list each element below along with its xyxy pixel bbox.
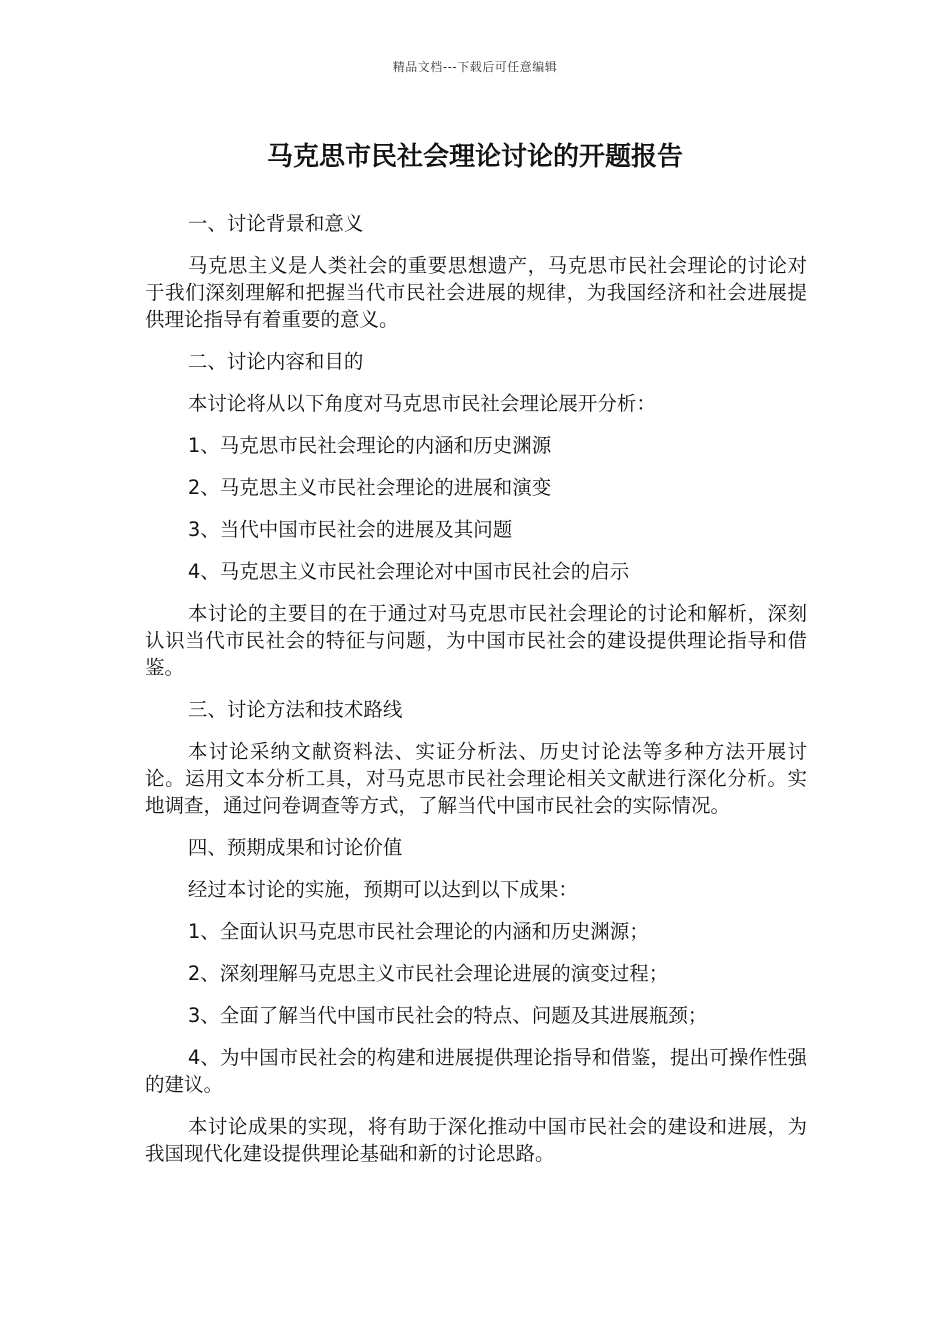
list-item-content-4: 4、马克思主义市民社会理论对中国市民社会的启示 bbox=[187, 560, 630, 583]
list-item-results-1: 1、全面认识马克思市民社会理论的内涵和历史渊源； bbox=[187, 920, 649, 943]
page-title: 马克思市民社会理论讨论的开题报告 bbox=[266, 142, 683, 172]
section-heading-results: 四、预期成果和讨论价值 bbox=[187, 836, 403, 859]
list-item-results-4: 4、为中国市民社会的构建和进展提供理论指导和借鉴，提出可操作性强的建议。 bbox=[145, 1046, 807, 1096]
paragraph-results-intro: 经过本讨论的实施，预期可以达到以下成果： bbox=[187, 878, 578, 901]
section-heading-method: 三、讨论方法和技术路线 bbox=[187, 698, 403, 721]
list-item-content-3: 3、当代中国市民社会的进展及其问题 bbox=[187, 518, 513, 541]
paragraph-content-intro: 本讨论将从以下角度对马克思市民社会理论展开分析： bbox=[187, 392, 656, 415]
list-item-results-2: 2、深刻理解马克思主义市民社会理论进展的演变过程； bbox=[187, 962, 669, 985]
list-item-content-1: 1、马克思市民社会理论的内涵和历史渊源 bbox=[187, 434, 552, 457]
paragraph-method: 本讨论采纳文献资料法、实证分析法、历史讨论法等多种方法开展讨论。运用文本分析工具，对马克思市民社会理论相关文献进行深化分析。实地调查，通过问卷调查等方式，了解当代中国市民社会的实际情况。 bbox=[145, 740, 807, 817]
paragraph-background: 马克思主义是人类社会的重要思想遗产，马克思市民社会理论的讨论对于我们深刻理解和把握当代市民社会进展的规律，为我国经济和社会进展提供理论指导有着重要的意义。 bbox=[145, 254, 807, 331]
paragraph-conclusion: 本讨论成果的实现，将有助于深化推动中国市民社会的建设和进展，为我国现代化建设提供理论基础和新的讨论思路。 bbox=[145, 1115, 807, 1165]
section-heading-content: 二、讨论内容和目的 bbox=[187, 350, 364, 373]
header-note: 精品文档---下载后可任意编辑 bbox=[392, 60, 558, 74]
list-item-results-3: 3、全面了解当代中国市民社会的特点、问题及其进展瓶颈； bbox=[187, 1004, 708, 1027]
document-body bbox=[145, 210, 807, 1182]
section-heading-background: 一、讨论背景和意义 bbox=[187, 212, 364, 235]
list-item-content-2: 2、马克思主义市民社会理论的进展和演变 bbox=[187, 476, 552, 499]
paragraph-purpose: 本讨论的主要目的在于通过对马克思市民社会理论的讨论和解析，深刻认识当代市民社会的特征与问题，为中国市民社会的建设提供理论指导和借鉴。 bbox=[145, 602, 807, 679]
